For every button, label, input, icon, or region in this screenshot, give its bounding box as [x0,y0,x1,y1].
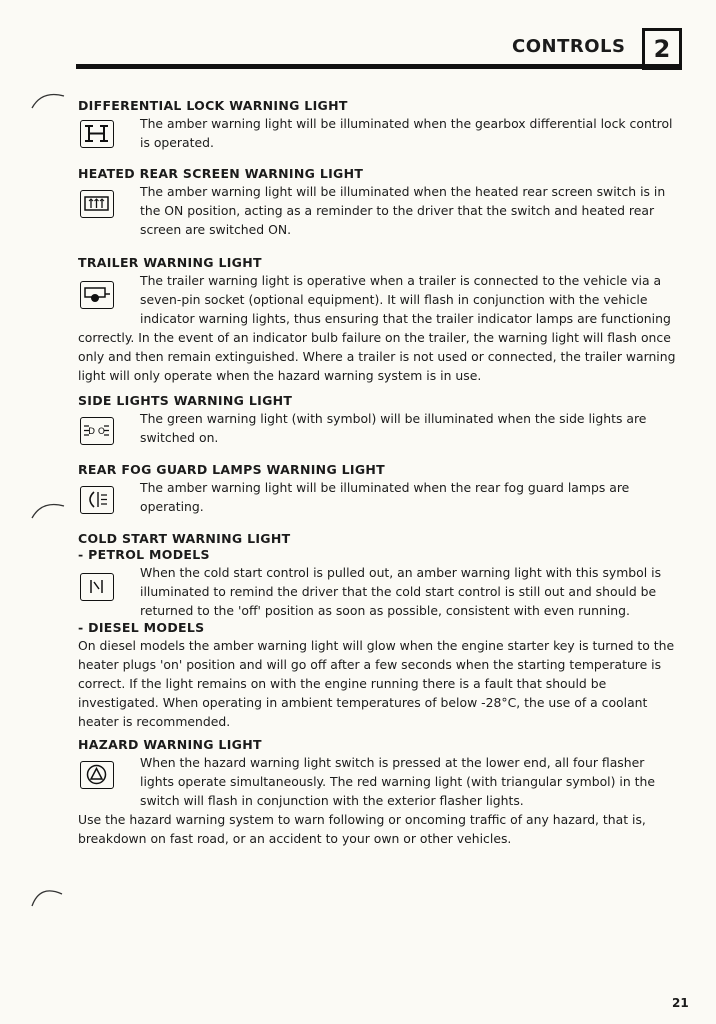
section-rear-fog [78,462,680,516]
diesel-models-body: On diesel models the amber warning light will glow when the engine starter key is turned to the heater plugs 'on' position and will go off after a few seconds when the starting temperature is correct. If the light remains on with the engine running there is a fault that should be investigated. When operating in ambient temperatures of below -28°C, the use of a coolant heater is recommended. [78,638,675,729]
section-differential-lock [78,98,680,152]
binder-mark-icon [28,86,68,118]
section-heading: DIFFERENTIAL LOCK WARNING LIGHT [78,98,348,113]
petrol-models-heading: - PETROL MODELS [78,547,210,562]
section-body: The green warning light (with symbol) will be illuminated when the side lights are switched on. [140,411,647,445]
section-body: The amber warning light will be illuminated when the gearbox differential lock control is operated. [140,116,673,150]
section-hazard [78,737,680,848]
svg-text:D O: D O [88,427,105,437]
section-body: When the hazard warning light switch is pressed at the lower end, all four flasher lights operate simultaneously. The red warning light (with triangular symbol) in the switch will flash in conjunction with the exterior flasher lights. [140,755,655,808]
section-heading: COLD START WARNING LIGHT [78,531,291,546]
section-heading: TRAILER WARNING LIGHT [78,255,262,270]
differential-lock-icon [80,120,114,148]
section-trailer [78,255,680,385]
section-body: The trailer warning light is operative when a trailer is connected to the vehicle via a seven-pin socket (optional equipment). It will flash in conjunction with the vehicle indicator warning lights, thus ensuring that the trailer indicator lamps are functioning [140,273,671,326]
binder-mark-icon [28,496,68,528]
section-body: The amber warning light will be illuminated when the heated rear screen switch is in the ON position, acting as a reminder to the driver that the switch and heated rear screen are switched ON. [140,184,666,237]
section-heading: REAR FOG GUARD LAMPS WARNING LIGHT [78,462,386,477]
side-lights-icon [80,417,114,445]
petrol-models-body: When the cold start control is pulled out, an amber warning light with this symbol is illuminated to remind the driver that the cold start control is still out and should be returned to the 'off' position as soon as possible, consistent with even running. [140,565,662,618]
section-body: correctly. In the event of an indicator bulb failure on the trailer, the warning light will flash once only and then remain extinguished. Where a trailer is not used or connected, the trailer warning light will only operate when the hazard warning system is in use. [78,330,676,383]
rear-fog-icon [80,486,114,514]
hazard-icon [80,761,114,789]
section-heading: SIDE LIGHTS WARNING LIGHT [78,393,293,408]
section-body: The amber warning light will be illuminated when the rear fog guard lamps are operating. [140,480,630,514]
header-rule [76,64,682,69]
heated-rear-screen-icon [80,190,114,218]
diesel-models-heading: - DIESEL MODELS [78,620,205,635]
section-heading: HAZARD WARNING LIGHT [78,737,262,752]
binder-mark-icon [28,880,68,912]
trailer-icon [80,281,114,309]
section-body: Use the hazard warning system to warn following or oncoming traffic of any hazard, that is, breakdown on fast road, or an accident to your own or other vehicles. [78,812,646,846]
section-heading: HEATED REAR SCREEN WARNING LIGHT [78,166,364,181]
section-cold-start [78,531,680,731]
page-number: 21 [672,996,689,1010]
chapter-number-box: 2 [642,28,682,70]
section-side-lights [78,393,680,447]
page-section-title: CONTROLS [512,36,626,57]
section-heated-rear-screen [78,166,680,239]
cold-start-icon [80,573,114,601]
